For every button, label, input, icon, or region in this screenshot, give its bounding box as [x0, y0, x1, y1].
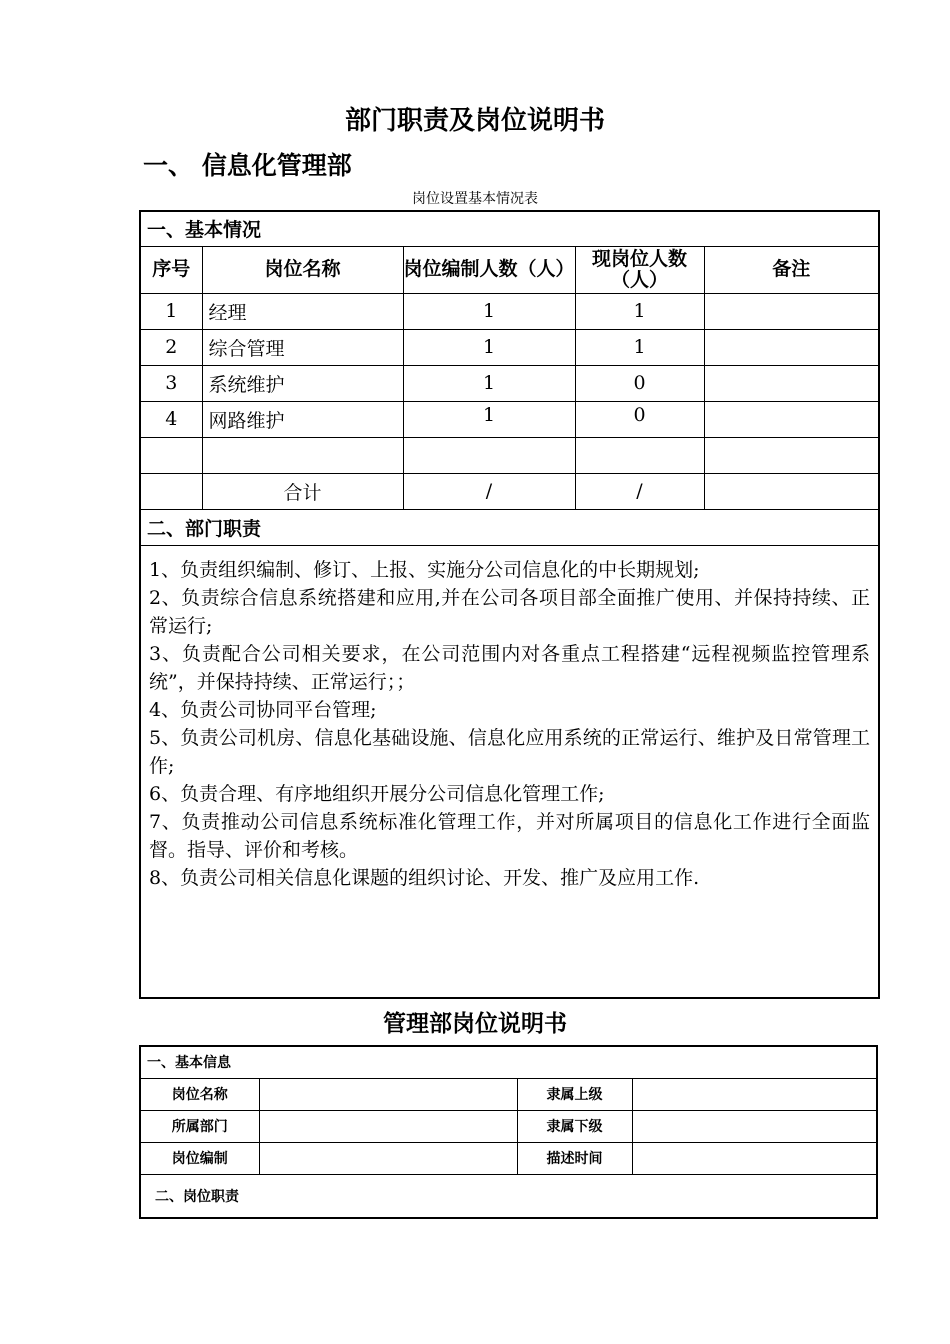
header-remarks: 备注 [704, 246, 879, 293]
header-position-name: 岗位名称 [202, 246, 403, 293]
table-row [140, 401, 879, 437]
label-superior: 隶属上级 [517, 1078, 632, 1110]
position-doc-title: 管理部岗位说明书 [383, 1010, 567, 1037]
label-establishment: 岗位编制 [140, 1142, 259, 1174]
cell-remarks [704, 365, 879, 401]
empty-cell [575, 437, 704, 473]
duty-item: 2、负责综合信息系统搭建和应用,并在公司各项目部全面推广使用、并保持持续、正常运行; [149, 586, 871, 637]
cell-position-name: 经理 [202, 293, 403, 329]
value-subordinate [632, 1110, 877, 1142]
duty-item: 1、负责组织编制、修订、上报、实施分公司信息化的中长期规划; [149, 558, 700, 581]
position-info-table [139, 1045, 878, 1219]
value-establishment [259, 1142, 517, 1174]
table-row [140, 329, 879, 365]
cell-remarks [704, 293, 879, 329]
total-quota: / [403, 473, 575, 509]
cell-position-name: 综合管理 [202, 329, 403, 365]
value-department [259, 1110, 517, 1142]
table-row [140, 293, 879, 329]
header-seq: 序号 [140, 246, 202, 293]
duty-item: 5、负责公司机房、信息化基础设施、信息化应用系统的正常运行、维护及日常管理工作; [149, 726, 871, 777]
label-department: 所属部门 [140, 1110, 259, 1142]
cell-seq: 2 [140, 329, 202, 365]
duty-item: 7、负责推动公司信息系统标准化管理工作，并对所属项目的信息化工作进行全面监督。指导、评价和考核。 [149, 810, 871, 861]
empty-cell [403, 437, 575, 473]
cell-seq: 3 [140, 365, 202, 401]
section-basic-info-label: 一、基本情况 [140, 211, 879, 246]
cell-position-name: 网路维护 [202, 401, 403, 437]
cell-current: 1 [575, 293, 704, 329]
document-title: 部门职责及岗位说明书 [344, 106, 605, 136]
basic-info-table [139, 210, 880, 999]
empty-cell [202, 437, 403, 473]
table-row [140, 365, 879, 401]
duty-item: 6、负责合理、有序地组织开展分公司信息化管理工作; [149, 782, 605, 805]
table-row-empty [140, 437, 879, 473]
cell-quota: 1 [403, 329, 575, 365]
cell-remarks [704, 401, 879, 437]
header-current: 现岗位人数（人） [575, 246, 704, 293]
cell-seq: 1 [140, 293, 202, 329]
cell-current: 0 [575, 401, 704, 437]
duty-item: 4、负责公司协同平台管理; [149, 698, 377, 721]
cell-current: 1 [575, 329, 704, 365]
value-position-name [259, 1078, 517, 1110]
total-label: 合计 [202, 473, 403, 509]
cell-position-name: 系统维护 [202, 365, 403, 401]
label-subordinate: 隶属下级 [517, 1110, 632, 1142]
cell-quota: 1 [403, 293, 575, 329]
section-duties-label: 二、部门职责 [140, 509, 879, 545]
value-superior [632, 1078, 877, 1110]
label-description-time: 描述时间 [517, 1142, 632, 1174]
duties-list [140, 545, 879, 998]
cell-seq: 4 [140, 401, 202, 437]
label-position-name: 岗位名称 [140, 1078, 259, 1110]
section-basic-details-label: 一、基本信息 [140, 1046, 877, 1078]
cell-remarks [704, 329, 879, 365]
value-description-time [632, 1142, 877, 1174]
department-heading: 一、 信息化管理部 [143, 151, 352, 180]
cell-quota: 1 [403, 401, 575, 437]
table-caption: 岗位设置基本情况表 [412, 191, 538, 207]
cell-current: 0 [575, 365, 704, 401]
section-position-duties-label: 二、岗位职责 [140, 1174, 877, 1218]
empty-cell [704, 437, 879, 473]
duty-item: 3、负责配合公司相关要求，在公司范围内对各重点工程搭建“远程视频监控管理系统”，并保持持续、正常运行；； [149, 642, 871, 693]
total-current: / [575, 473, 704, 509]
total-row [140, 473, 879, 509]
header-quota: 岗位编制人数（人） [403, 246, 575, 293]
empty-cell [140, 473, 202, 509]
empty-cell [704, 473, 879, 509]
duty-item: 8、负责公司相关信息化课题的组织讨论、开发、推广及应用工作. [149, 866, 700, 889]
cell-quota: 1 [403, 365, 575, 401]
empty-cell [140, 437, 202, 473]
